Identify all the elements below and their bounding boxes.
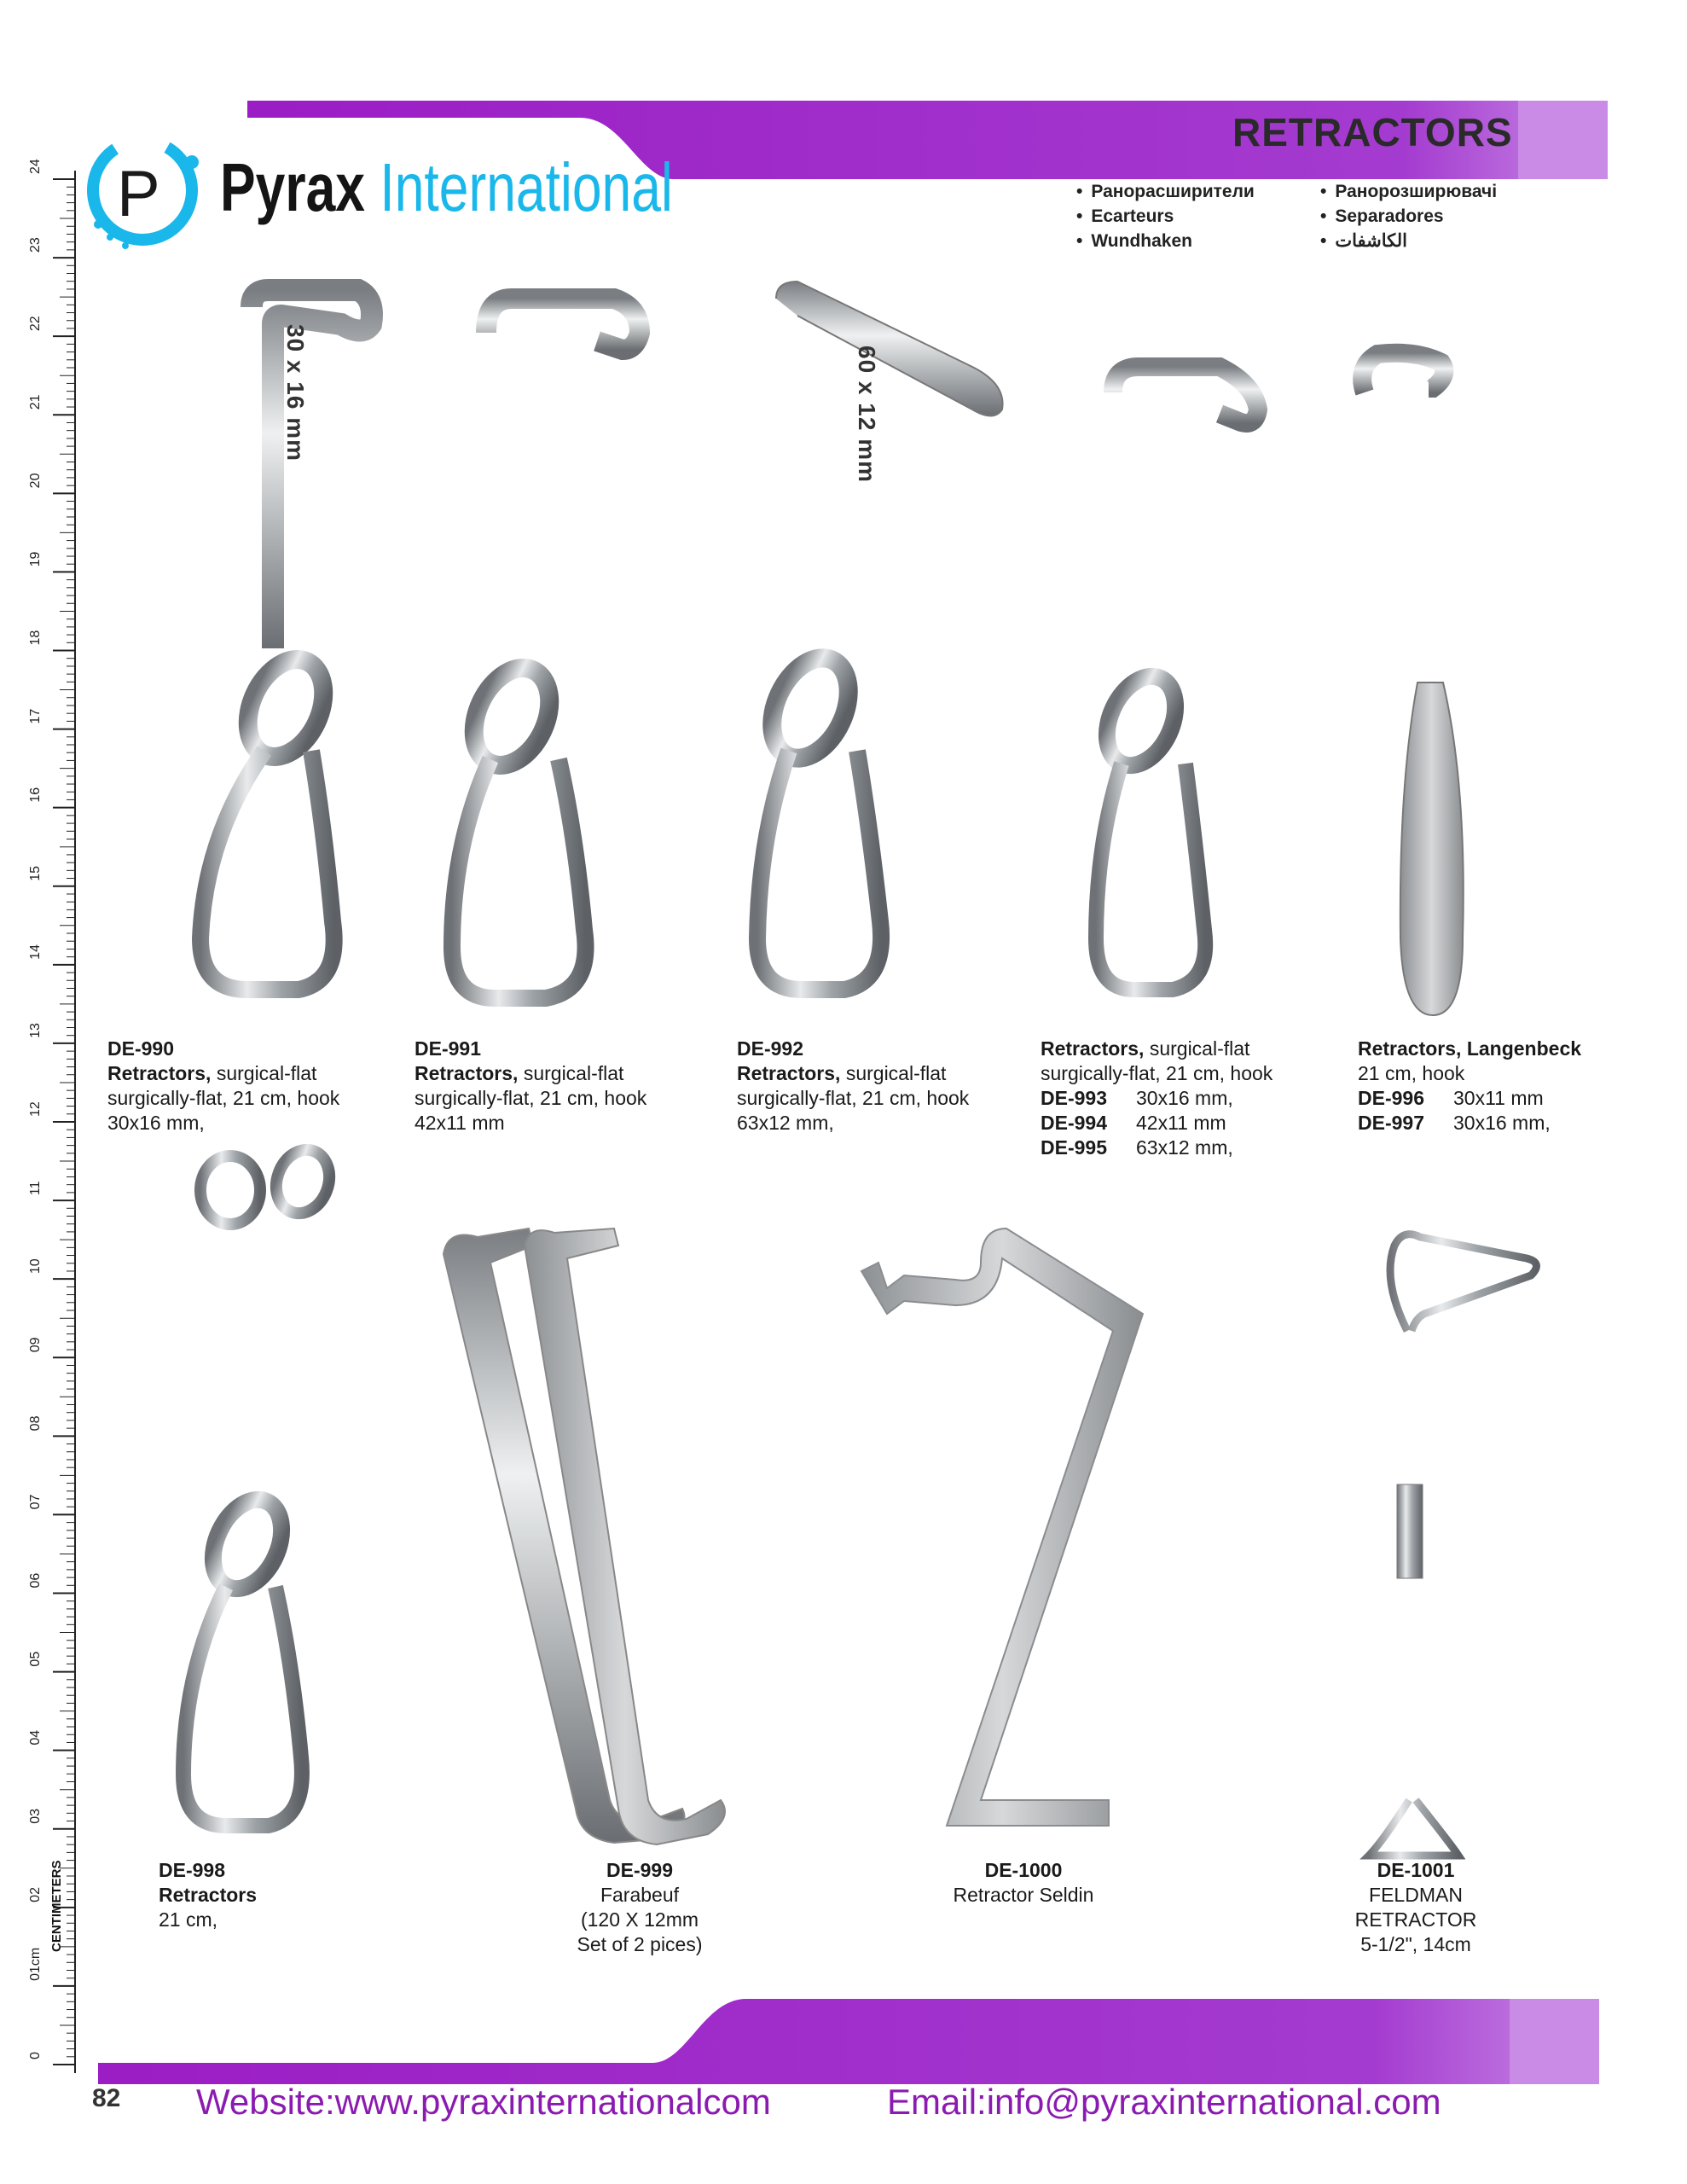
product-desc: Farabeuf (600, 1884, 680, 1906)
product-code: DE-992 (737, 1037, 803, 1060)
brand-name (220, 149, 673, 225)
product-desc: surgical-flat (518, 1062, 624, 1084)
centimeter-ruler (24, 159, 84, 2073)
logo-letter: P (117, 158, 160, 230)
product-desc: RETRACTOR (1354, 1908, 1477, 1931)
product-name: Retractors, (737, 1062, 841, 1084)
product-desc: surgical-flat (1144, 1037, 1250, 1060)
ruler-tick-label: 0 (28, 2052, 43, 2059)
product-desc: Set of 2 pices) (577, 1933, 703, 1955)
product-name: Retractors (159, 1884, 258, 1906)
translation-ar: • الكاشفات (1320, 229, 1497, 253)
product-code: DE-990 (107, 1037, 174, 1060)
ruler-tick-label: 14 (28, 944, 43, 960)
ruler-tick-label: 16 (28, 787, 43, 803)
ruler-tick-label: 01cm (28, 1947, 43, 1981)
page-number: 82 (92, 2084, 121, 2112)
product-code: DE-991 (415, 1037, 481, 1060)
footer-band (98, 1999, 1599, 2084)
ruler-tick-label: 03 (28, 1808, 43, 1824)
ruler-unit-label: CENTIMETERS (49, 1860, 64, 1952)
caption-de999 (537, 1858, 742, 1957)
variant-size: 30x16 mm, (1136, 1087, 1233, 1109)
product-size: 30x16 mm, (107, 1112, 205, 1134)
ruler-tick-label: 04 (28, 1729, 43, 1745)
translation-ru: • Ранорасширители (1076, 179, 1255, 204)
ruler-tick-label: 22 (28, 316, 43, 332)
product-code: DE-1001 (1377, 1859, 1455, 1881)
product-name: Retractors, (107, 1062, 212, 1084)
caption-de990 (107, 1037, 339, 1136)
retractor-de991-image (443, 282, 674, 1024)
product-desc: surgically-flat, 21 cm, hook (107, 1087, 340, 1109)
retractor-de992-image (751, 264, 1041, 1024)
retractor-de1000-image (853, 1211, 1186, 1834)
translation-de: • Wundhaken (1076, 229, 1255, 253)
product-desc: FELDMAN (1369, 1884, 1463, 1906)
product-desc: surgically-flat, 21 cm, hook (415, 1087, 647, 1109)
product-desc: 21 cm, hook (1358, 1062, 1465, 1084)
variant-code: DE-997 (1358, 1112, 1424, 1134)
ruler-tick-label: 15 (28, 865, 43, 881)
dimension-label-60x12: 60 x 12 mm (854, 346, 880, 483)
ruler-tick-label: 08 (28, 1415, 43, 1432)
dimension-label-30x16: 30 x 16 mm (282, 324, 309, 462)
ruler-tick-label: 21 (28, 394, 43, 410)
caption-de993 (1041, 1037, 1272, 1160)
product-desc: surgically-flat, 21 cm, hook (1041, 1062, 1273, 1084)
ruler-tick-label: 09 (28, 1337, 43, 1353)
ruler-tick-label: 17 (28, 708, 43, 724)
product-name: Retractors, (1041, 1037, 1145, 1060)
ruler-tick-label: 13 (28, 1023, 43, 1038)
translations-right (1320, 179, 1497, 253)
brand-part-1: Pyrax (220, 149, 366, 225)
ruler-tick-label: 10 (28, 1258, 43, 1275)
pyrax-logo-icon (81, 126, 209, 254)
product-size: 63x12 mm, (737, 1112, 834, 1134)
translation-fr: • Ecarteurs (1076, 204, 1255, 229)
variant-size: 30x16 mm, (1453, 1112, 1551, 1134)
retractor-de1001-image (1356, 1211, 1552, 1877)
product-desc: Retractor Seldin (953, 1884, 1094, 1906)
section-title: RETRACTORS (1232, 110, 1513, 154)
variant-size: 42x11 mm (1136, 1112, 1226, 1134)
variant-code: DE-995 (1041, 1136, 1107, 1159)
ruler-tick-label: 24 (28, 159, 43, 174)
caption-de1000 (921, 1858, 1126, 1908)
product-desc: 5-1/2", 14cm (1360, 1933, 1471, 1955)
product-desc: surgical-flat (840, 1062, 947, 1084)
product-name: Retractors, (415, 1062, 519, 1084)
ruler-tick-label: 12 (28, 1101, 43, 1117)
retractor-de999-image (426, 1211, 751, 1877)
product-size: 42x11 mm (415, 1112, 505, 1134)
variant-code: DE-993 (1041, 1087, 1107, 1109)
retractor-de993-image (1092, 350, 1288, 1024)
caption-de998 (159, 1858, 257, 1932)
variant-code: DE-994 (1041, 1112, 1107, 1134)
product-desc: surgically-flat, 21 cm, hook (737, 1087, 970, 1109)
variant-code: DE-996 (1358, 1087, 1424, 1109)
caption-de991 (415, 1037, 646, 1136)
translation-uk: • Ранорозширювачі (1320, 179, 1497, 204)
product-code: DE-1000 (984, 1859, 1063, 1881)
variant-size: 30x11 mm (1453, 1087, 1544, 1109)
variant-size: 63x12 mm, (1136, 1136, 1233, 1159)
caption-de1001 (1330, 1858, 1501, 1957)
ruler-tick-label: 07 (28, 1494, 43, 1510)
ruler-tick-label: 18 (28, 630, 43, 646)
ruler-tick-label: 06 (28, 1572, 43, 1589)
translation-es: • Separadores (1320, 204, 1497, 229)
product-desc: (120 X 12mm (580, 1908, 699, 1931)
product-name: Retractors, Langenbeck (1358, 1037, 1582, 1060)
retractor-de996-image (1348, 341, 1493, 1024)
retractor-de998-image (166, 1143, 362, 1851)
ruler-tick-label: 23 (28, 237, 43, 253)
brand-part-2: International (380, 149, 673, 225)
translations-left (1076, 179, 1255, 253)
email-link[interactable]: Email:info@pyraxinternational.com (887, 2082, 1441, 2122)
product-desc: surgical-flat (211, 1062, 317, 1084)
website-link[interactable]: Website:www.pyraxinternationalcom (196, 2082, 771, 2122)
ruler-tick-label: 02 (28, 1887, 43, 1902)
product-code: DE-999 (606, 1859, 673, 1881)
ruler-tick-label: 05 (28, 1651, 43, 1667)
ruler-tick-label: 20 (28, 473, 43, 489)
caption-de996 (1358, 1037, 1581, 1136)
product-code: DE-998 (159, 1859, 225, 1881)
ruler-tick-label: 19 (28, 551, 43, 567)
ruler-tick-label: 11 (28, 1181, 43, 1196)
caption-de992 (737, 1037, 969, 1136)
product-desc: 21 cm, (159, 1908, 218, 1931)
